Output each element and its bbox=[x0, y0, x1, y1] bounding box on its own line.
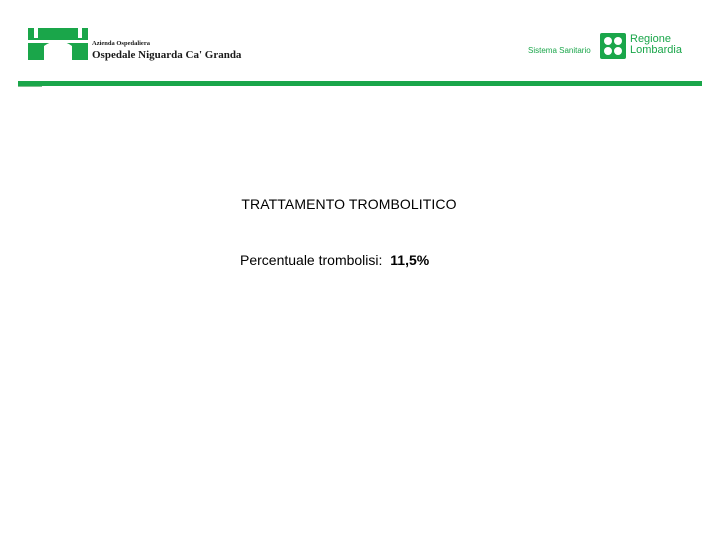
sistema-sanitario-text: Sistema Sanitario bbox=[528, 46, 591, 55]
hospital-org-line: Azienda Ospedaliera bbox=[92, 40, 150, 47]
region-name bbox=[630, 34, 682, 56]
thrombolysis-metric bbox=[240, 252, 429, 268]
header-divider-tick bbox=[18, 86, 42, 87]
region-name-line1: Regione bbox=[630, 33, 671, 45]
header-divider bbox=[18, 81, 702, 86]
slide-title: TRATTAMENTO TROMBOLITICO bbox=[241, 196, 457, 212]
metric-value: 11,5% bbox=[390, 252, 430, 268]
header bbox=[0, 0, 720, 90]
hospital-name: Ospedale Niguarda Ca' Granda bbox=[92, 49, 242, 61]
metric-label: Percentuale trombolisi: bbox=[240, 252, 383, 268]
lombardia-rose-icon bbox=[600, 33, 626, 59]
niguarda-arch-icon bbox=[28, 28, 88, 60]
region-logo bbox=[528, 32, 698, 62]
hospital-logo bbox=[28, 28, 248, 62]
region-name-line2: Lombardia bbox=[630, 44, 682, 56]
